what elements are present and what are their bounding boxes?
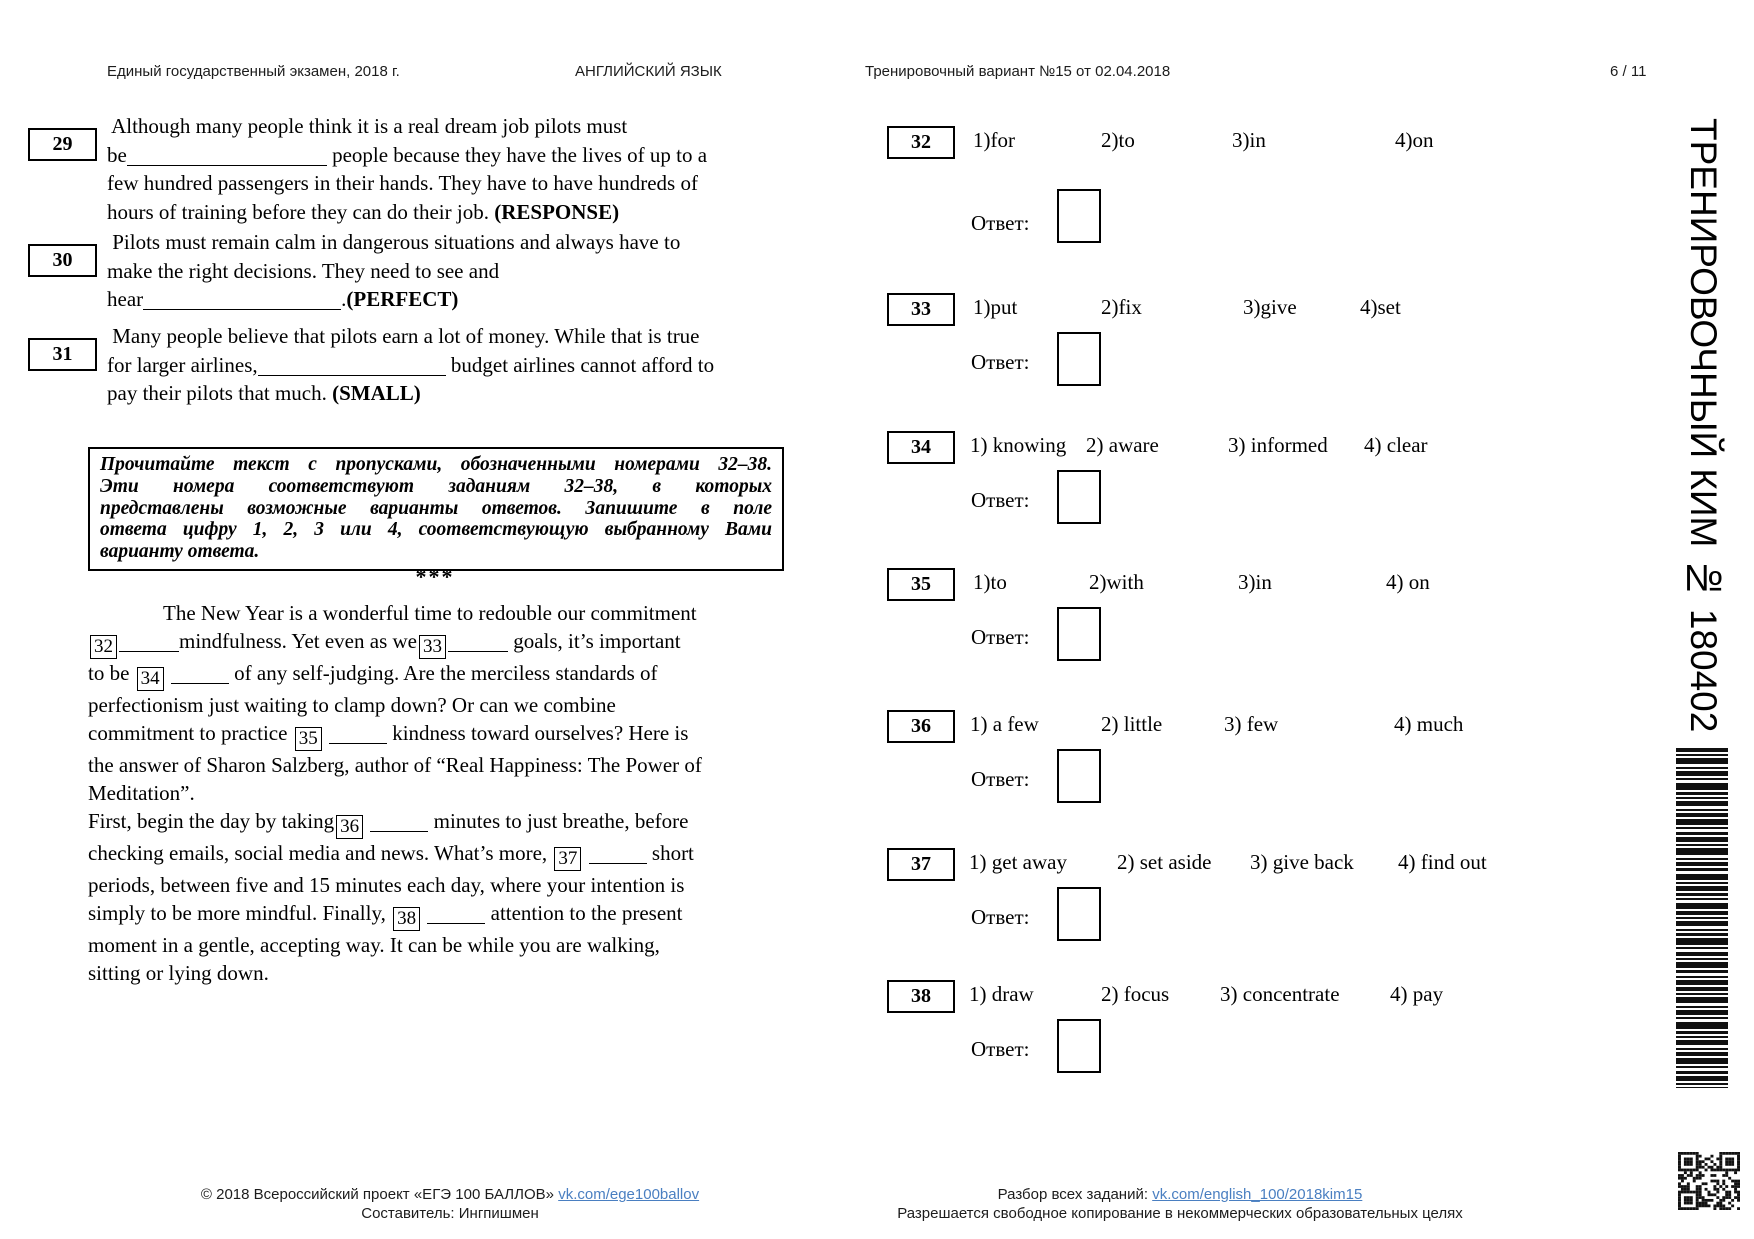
mc-question-row (0, 568, 1540, 718)
text-line: few hundred passengers in their hands. They have to have hundreds of (107, 171, 698, 195)
option-label: 1)to (973, 570, 1007, 594)
answer-input-box[interactable] (1057, 749, 1101, 803)
footer-license-line: Разрешается свободное копирование в некоммерческих образовательных целях (897, 1205, 1463, 1222)
instruction-line: варианту ответа. (100, 541, 260, 563)
page-number: 6 / 11 (1610, 63, 1647, 80)
question-number-box: 30 (28, 244, 97, 277)
option-label: 4) on (1386, 570, 1430, 594)
option-label: 1) get away (969, 850, 1067, 874)
text-line: perfectionism just waiting to clamp down? Or can we combine (88, 693, 616, 717)
question-number-box: 38 (887, 980, 955, 1013)
answer-input-box[interactable] (1057, 470, 1101, 524)
option-label: 1) a few (970, 712, 1039, 736)
text-line: to be 34 of any self-judging. Are the merciless standards of (88, 661, 658, 689)
mc-question-row (0, 126, 1540, 276)
gap-number-box: 34 (137, 667, 164, 691)
gap-number-box: 35 (295, 727, 322, 751)
text-line: moment in a gentle, accepting way. It can be while you are walking, (88, 933, 660, 957)
instruction-line: ответа цифру 1, 2, 3 или 4, соответствующую выбранному Вами (100, 519, 772, 541)
answer-input-box[interactable] (1057, 332, 1101, 386)
footer-analysis-link[interactable]: vk.com/english_100/2018kim15 (1152, 1186, 1363, 1203)
option-label: 1) draw (969, 982, 1034, 1006)
option-label: 2)fix (1101, 295, 1142, 319)
question-number-box: 37 (887, 848, 955, 881)
mc-question-row (0, 431, 1540, 581)
header-subject: АНГЛИЙСКИЙ ЯЗЫК (575, 63, 722, 80)
footer-project-link[interactable]: vk.com/ege100ballov (558, 1186, 700, 1203)
text-line: First, begin the day by taking 36 minutes to just breathe, before (88, 809, 689, 837)
text-line: the answer of Sharon Salzberg, author of “Real Happiness: The Power of (88, 753, 702, 777)
footer-right (880, 1185, 1480, 1223)
answer-label: Ответ: (971, 211, 1030, 235)
answer-input-box[interactable] (1057, 1019, 1101, 1073)
kim-vertical-label: ТРЕНИРОВОЧНЫЙ КИМ № 180402 (1683, 118, 1724, 733)
footer-analysis-line (880, 1185, 1480, 1204)
text-line: be people because they have the lives of up to a (107, 142, 708, 167)
text-line: hear .(PERFECT) (107, 287, 459, 311)
answer-label: Ответ: (971, 488, 1030, 512)
gap-number-box: 38 (393, 907, 420, 931)
text-line: sitting or lying down. (88, 961, 269, 985)
answer-input-box[interactable] (1057, 887, 1101, 941)
option-label: 3) few (1224, 712, 1279, 736)
instruction-line: Прочитайте текст с пропусками, обозначенными номерами 32–38. (100, 454, 772, 475)
option-label: 2)with (1089, 570, 1144, 594)
question-number-box: 34 (887, 431, 955, 464)
option-label: 3) informed (1228, 433, 1328, 457)
instruction-line: представлены возможные варианты ответов. Запишите в поле (100, 497, 772, 519)
option-label: 2) focus (1101, 982, 1170, 1006)
option-label: 3)in (1238, 570, 1272, 594)
answer-label: Ответ: (971, 350, 1030, 374)
answer-label: Ответ: (971, 625, 1030, 649)
bold-hint-word: (RESPONSE) (494, 199, 620, 224)
mc-question-row (0, 710, 1540, 860)
answer-label: Ответ: (971, 1037, 1030, 1061)
option-label: 4)set (1360, 295, 1401, 319)
header-variant-label: Тренировочный вариант №15 от 02.04.2018 (865, 63, 1171, 80)
option-label: 1)for (973, 128, 1015, 152)
footer-copyright-line (150, 1185, 750, 1204)
mc-question-row (0, 980, 1540, 1130)
option-label: 2) set aside (1117, 850, 1212, 874)
bold-hint-word: (PERFECT) (346, 287, 459, 311)
question-number-box: 29 (28, 128, 97, 161)
answer-label: Ответ: (971, 767, 1030, 791)
mc-question-row (0, 293, 1540, 443)
text-line: hours of training before they can do their job. (RESPONSE) (107, 199, 620, 224)
text-line: simply to be more mindful. Finally, 38 attention to the present (88, 901, 683, 929)
text-line: Many people believe that pilots earn a lot of money. While that is true (107, 324, 700, 348)
option-label: 4) much (1394, 712, 1464, 736)
header-exam-title: Единый государственный экзамен, 2018 г. (107, 63, 400, 80)
text-line: checking emails, social media and news. What’s more, 37 short (88, 841, 694, 869)
option-label: 2) aware (1086, 433, 1159, 457)
option-label: 4) clear (1364, 433, 1428, 457)
footer-analysis-text: Разбор всех заданий: (997, 1186, 1153, 1203)
qr-code (1678, 1152, 1740, 1210)
answer-input-box[interactable] (1057, 607, 1101, 661)
option-label: 3) concentrate (1220, 982, 1340, 1006)
gap-number-box: 37 (554, 847, 581, 871)
text-line: make the right decisions. They need to see and (107, 258, 500, 283)
option-label: 3)in (1232, 128, 1266, 152)
barcode (1676, 748, 1728, 1088)
question-number-box: 33 (887, 293, 955, 326)
text-line: pay their pilots that much. (SMALL) (107, 381, 421, 405)
mc-question-row (0, 848, 1540, 998)
text-line: periods, between five and 15 minutes each day, where your intention is (88, 873, 685, 897)
footer-author-line: Составитель: Ингпишмен (361, 1205, 539, 1222)
option-label: 1)put (973, 295, 1018, 319)
gap-number-box: 33 (419, 635, 446, 659)
option-label: 3)give (1243, 295, 1297, 319)
question-number-box: 35 (887, 568, 955, 601)
option-label: 3) give back (1250, 850, 1354, 874)
option-label: 2) little (1101, 712, 1163, 736)
answer-label: Ответ: (971, 905, 1030, 929)
gap-number-box: 36 (336, 815, 363, 839)
question-number-box: 36 (887, 710, 955, 743)
footer-copyright-text: © 2018 Всероссийский проект «ЕГЭ 100 БАЛЛОВ» (200, 1186, 559, 1203)
question-number-box: 32 (887, 126, 955, 159)
text-line: The New Year is a wonderful time to redouble our commitment (88, 599, 808, 627)
option-label: 1) knowing (970, 433, 1067, 457)
text-line: Pilots must remain calm in dangerous situations and always have to (107, 230, 681, 254)
text-line: Meditation”. (88, 781, 195, 805)
option-label: 4) pay (1390, 982, 1444, 1006)
question-number-box: 31 (28, 338, 97, 371)
text-line: Although many people think it is a real dream job pilots must (107, 114, 628, 138)
text-line: 32 mindfulness. Yet even as we 33 goals, it’s important (88, 627, 808, 659)
gap-number-box: 32 (90, 635, 117, 659)
bold-hint-word: (SMALL) (332, 381, 421, 405)
answer-input-box[interactable] (1057, 189, 1101, 243)
footer-left (150, 1185, 750, 1223)
option-label: 2)to (1101, 128, 1135, 152)
option-label: 4)on (1395, 128, 1434, 152)
option-label: 4) find out (1398, 850, 1487, 874)
text-line: commitment to practice 35 kindness toward ourselves? Here is (88, 721, 689, 749)
instruction-line: Эти номера соответствуют заданиям 32–38, в которых (100, 475, 772, 497)
text-line: for larger airlines, budget airlines cannot afford to (107, 352, 715, 377)
section-separator: *** (415, 564, 455, 589)
